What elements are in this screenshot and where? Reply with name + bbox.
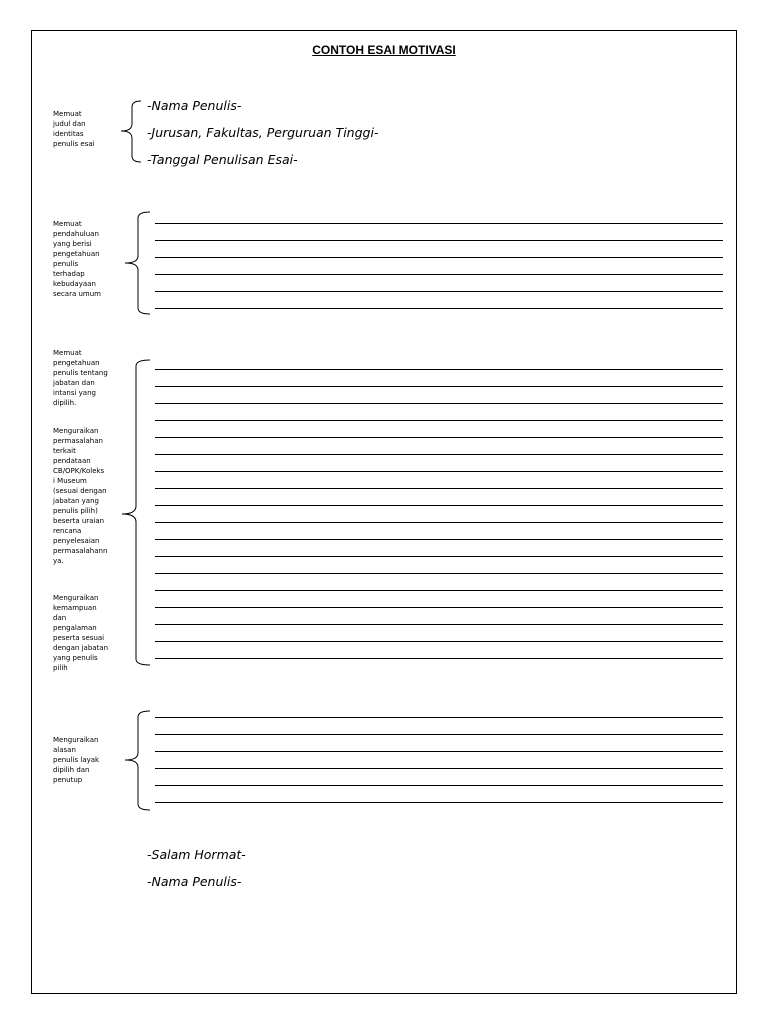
writing-line (155, 471, 723, 472)
writing-line (155, 240, 723, 241)
writing-line (155, 717, 723, 718)
writing-line (155, 539, 723, 540)
writing-line (155, 257, 723, 258)
note-closing: Menguraikan alasan penulis layak dipilih dan penutup (53, 736, 100, 784)
writing-line (155, 223, 723, 224)
note-introduction: Memuat pendahuluan yang berisi pengetahuan penulis terhadap kebudayaan secara umum (53, 220, 101, 298)
writing-line (155, 488, 723, 489)
writing-line (155, 403, 723, 404)
writing-line (155, 658, 723, 659)
writing-line (155, 291, 723, 292)
writing-line (155, 505, 723, 506)
writing-line (155, 522, 723, 523)
writing-line (155, 768, 723, 769)
writing-line (155, 751, 723, 752)
writing-line (155, 641, 723, 642)
date-line: -Tanggal Penulisan Esai- (147, 152, 298, 167)
writing-line (155, 802, 723, 803)
document-title: CONTOH ESAI MOTIVASI (312, 43, 456, 57)
page-frame (31, 30, 737, 994)
writing-line (155, 369, 723, 370)
writing-line (155, 274, 723, 275)
writing-line (155, 386, 723, 387)
writing-line (155, 556, 723, 557)
closing-author-name: -Nama Penulis- (147, 874, 242, 889)
writing-line (155, 607, 723, 608)
writing-line (155, 785, 723, 786)
note-body-experience: Menguraikan kemampuan dan pengalaman peserta sesuai dengan jabatan yang penulis pilih (53, 594, 109, 672)
affiliation-line: -Jurusan, Fakultas, Perguruan Tinggi- (147, 125, 379, 140)
writing-line (155, 308, 723, 309)
writing-line (155, 734, 723, 735)
writing-line (155, 437, 723, 438)
note-identity: Memuat judul dan identitas penulis esai (53, 110, 95, 148)
writing-line (155, 420, 723, 421)
writing-line (155, 624, 723, 625)
author-name-line: -Nama Penulis- (147, 98, 242, 113)
note-body-knowledge: Memuat pengetahuan penulis tentang jabatan dan intansi yang dipilih. (53, 349, 108, 407)
writing-line (155, 454, 723, 455)
writing-line (155, 573, 723, 574)
writing-line (155, 590, 723, 591)
note-body-problems: Menguraikan permasalahan terkait pendataan CB/OPK/Koleks i Museum (sesuai dengan jabatan yang penulis pilih) beserta uraian rencana penyelesaian permasalahann ya. (53, 427, 108, 565)
closing-salutation: -Salam Hormat- (147, 847, 246, 862)
